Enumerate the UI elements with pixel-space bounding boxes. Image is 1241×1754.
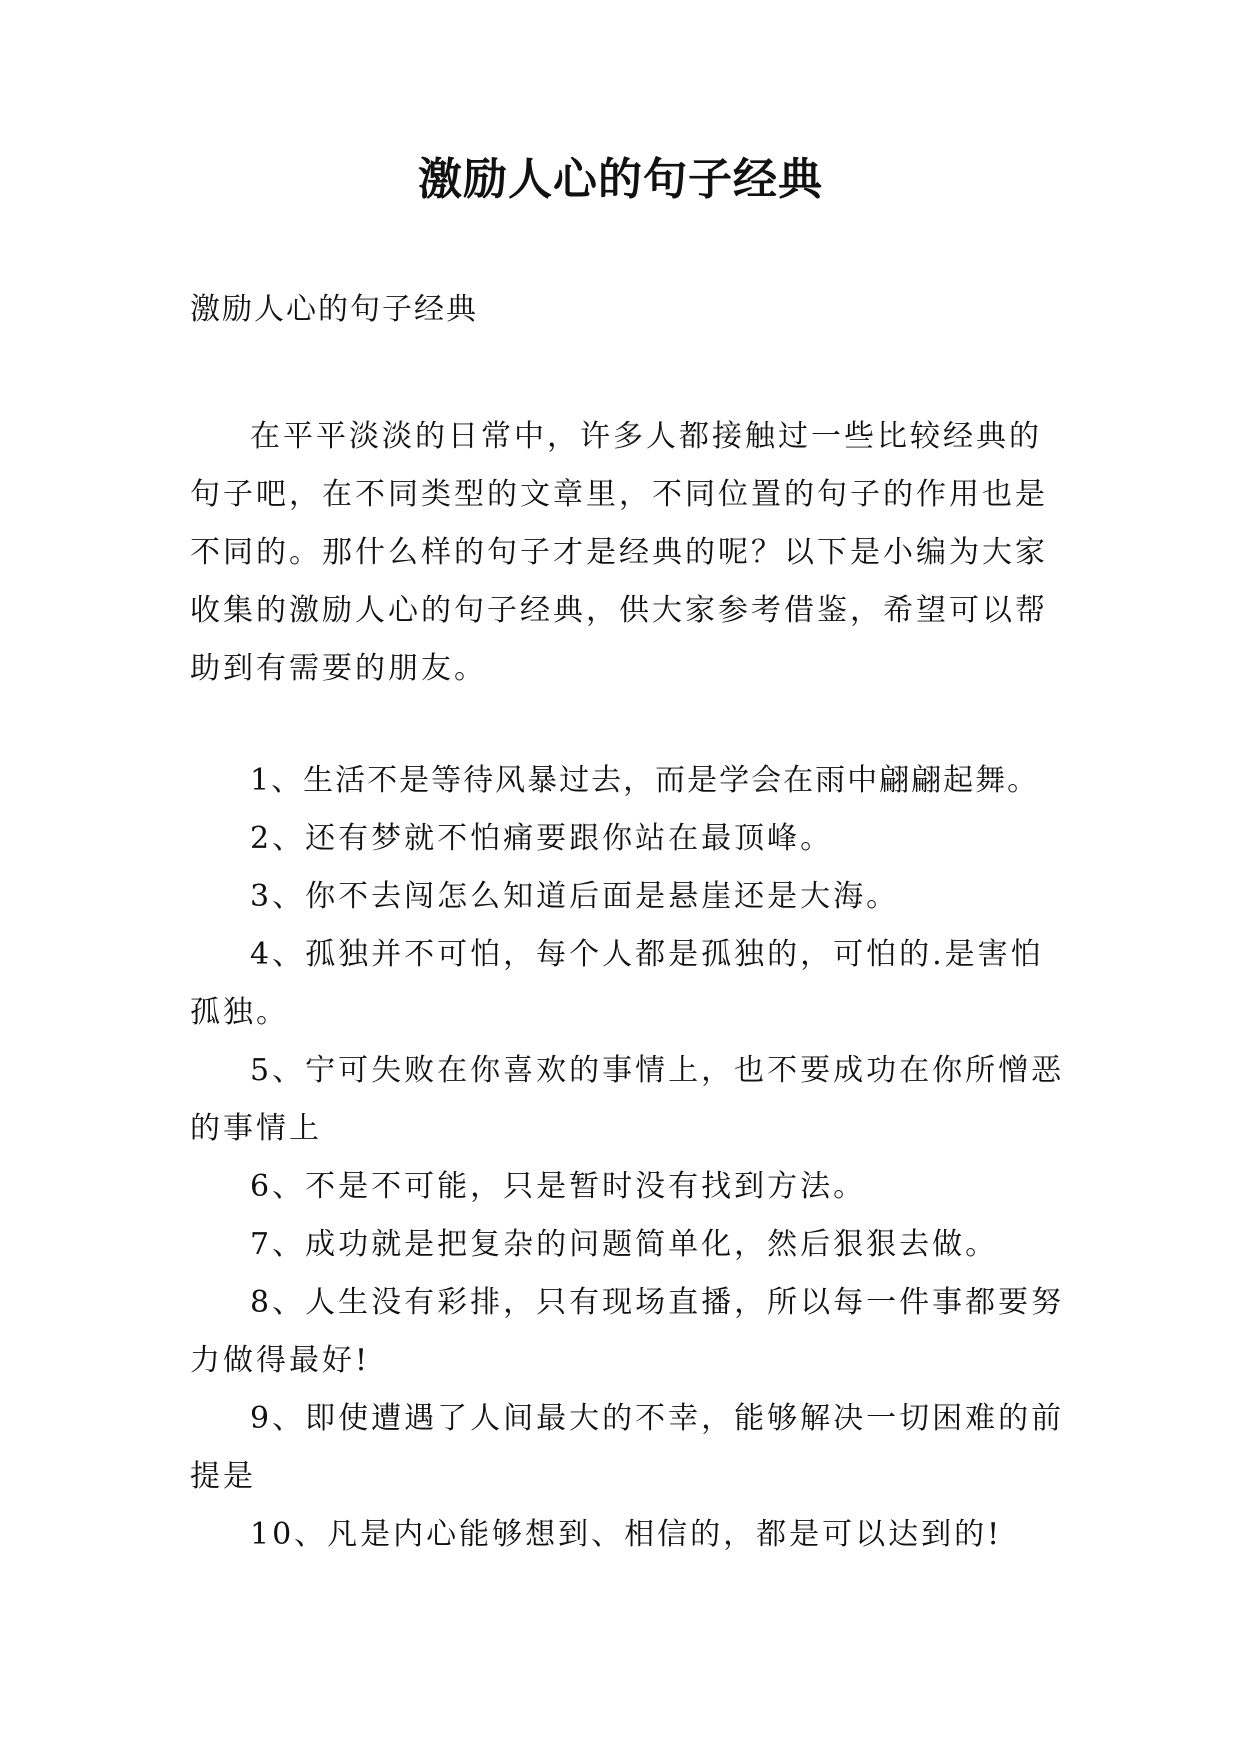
list-item: 3、你不去闯怎么知道后面是悬崖还是大海。 xyxy=(250,879,900,914)
list-item: 9、即使遭遇了人间最大的不幸，能够解决一切困难的前提是 xyxy=(190,1401,1065,1494)
list-item: 7、成功就是把复杂的问题简单化，然后狠狠去做。 xyxy=(250,1227,999,1262)
list-item: 8、人生没有彩排，只有现场直播，所以每一件事都要努力做得最好! xyxy=(190,1285,1065,1378)
list-item: 10、凡是内心能够想到、相信的，都是可以达到的! xyxy=(250,1517,1003,1552)
document-subtitle: 激励人心的句子经典 xyxy=(190,292,478,327)
list-item: 5、宁可失败在你喜欢的事情上，也不要成功在你所憎恶的事情上 xyxy=(190,1053,1065,1146)
list-item: 6、不是不可能，只是暂时没有找到方法。 xyxy=(250,1169,867,1204)
quote-list xyxy=(190,752,1070,1564)
document-title: 激励人心的句子经典 xyxy=(418,154,823,205)
intro-paragraph: 在平平淡淡的日常中，许多人都接触过一些比较经典的句子吧，在不同类型的文章里，不同位置的句子的作用也是不同的。那什么样的句子才是经典的呢？以下是小编为大家收集的激励人心的句子经典，供大家参考借鉴，希望可以帮助到有需要的朋友。 xyxy=(190,419,1048,686)
list-item: 2、还有梦就不怕痛要跟你站在最顶峰。 xyxy=(250,821,834,856)
list-item: 4、孤独并不可怕，每个人都是孤独的，可怕的.是害怕孤独。 xyxy=(190,937,1044,1030)
list-item: 1、生活不是等待风暴过去，而是学会在雨中翩翩起舞。 xyxy=(250,763,1040,798)
